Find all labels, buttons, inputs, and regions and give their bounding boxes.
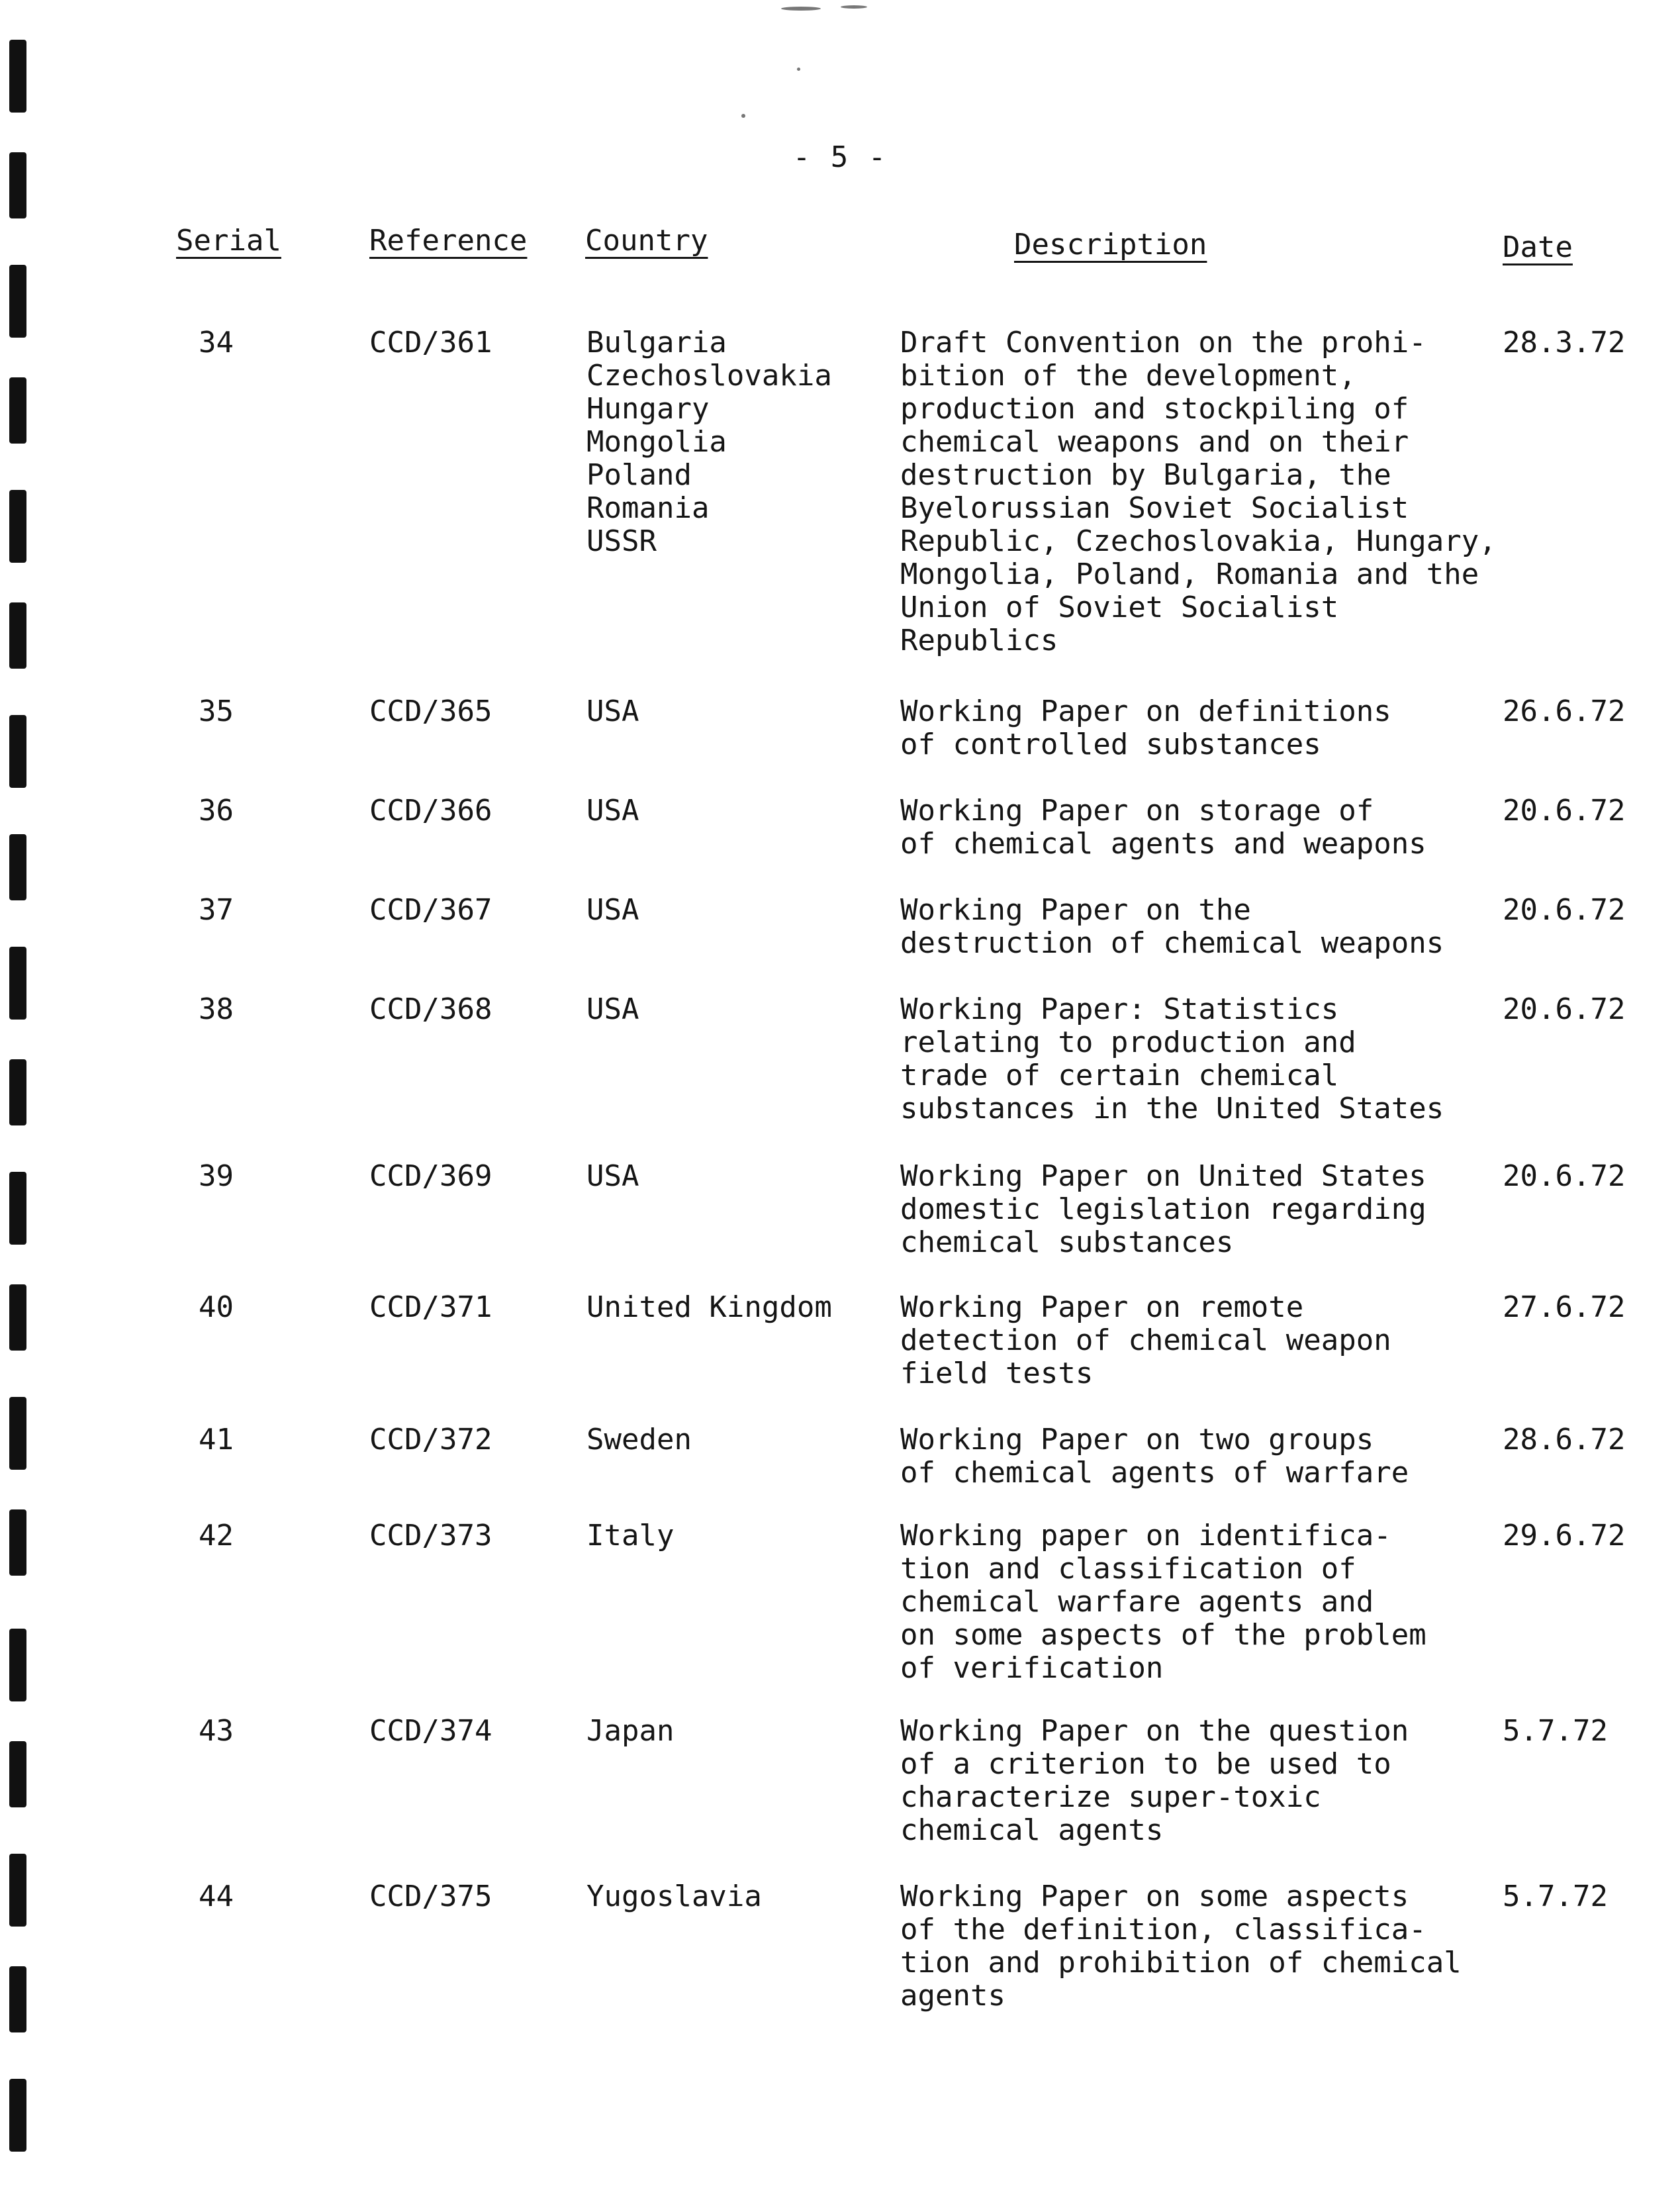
description-line: trade of certain chemical xyxy=(900,1059,1339,1092)
description-line: of the definition, classifica- xyxy=(900,1913,1426,1946)
reference-cell: CCD/366 xyxy=(369,794,492,828)
country-line: USA xyxy=(586,794,639,828)
description-cell xyxy=(900,1519,1426,1685)
description-line: destruction of chemical weapons xyxy=(900,926,1444,960)
description-line: of chemical agents of warfare xyxy=(900,1456,1409,1490)
description-line: characterize super-toxic xyxy=(900,1780,1321,1814)
binding-mark xyxy=(9,377,26,444)
reference-cell: CCD/369 xyxy=(369,1159,492,1193)
description-line: Byelorussian Soviet Socialist xyxy=(900,491,1409,525)
description-line: Working Paper: Statistics xyxy=(900,992,1339,1026)
binding-mark xyxy=(9,1397,26,1470)
scan-speck xyxy=(741,114,745,118)
binding-mark xyxy=(9,947,26,1020)
country-cell xyxy=(586,1160,639,1193)
description-line: substances in the United States xyxy=(900,1092,1444,1125)
description-line: agents xyxy=(900,1979,1005,2013)
description-line: of a criterion to be used to xyxy=(900,1747,1391,1781)
serial-cell: 38 xyxy=(199,992,234,1026)
country-line: Bulgaria xyxy=(586,326,727,359)
country-cell xyxy=(586,993,639,1026)
reference-cell: CCD/365 xyxy=(369,694,492,728)
description-line: production and stockpiling of xyxy=(900,392,1409,426)
country-cell xyxy=(586,326,832,558)
description-line: Working paper on identifica- xyxy=(900,1519,1391,1552)
date-cell: 20.6.72 xyxy=(1503,992,1626,1026)
serial-cell: 34 xyxy=(199,326,234,359)
scan-speck xyxy=(797,68,800,71)
country-line: Italy xyxy=(586,1519,675,1552)
description-line: Draft Convention on the prohi- xyxy=(900,326,1426,359)
date-cell: 26.6.72 xyxy=(1503,694,1626,728)
binding-mark xyxy=(9,602,26,669)
country-line: Mongolia xyxy=(586,425,727,459)
description-cell xyxy=(900,1423,1409,1490)
country-line: USA xyxy=(586,992,639,1026)
binding-mark xyxy=(9,834,26,900)
description-line: relating to production and xyxy=(900,1026,1356,1059)
binding-mark xyxy=(9,1284,26,1351)
header-reference: Reference xyxy=(369,224,528,258)
reference-cell: CCD/372 xyxy=(369,1423,492,1456)
binding-mark xyxy=(9,1509,26,1576)
description-line: bition of the development, xyxy=(900,359,1356,393)
country-line: Hungary xyxy=(586,392,710,426)
binding-mark xyxy=(9,1059,26,1125)
description-line: Working Paper on some aspects xyxy=(900,1880,1409,1913)
date-cell: 28.6.72 xyxy=(1503,1423,1626,1456)
country-cell xyxy=(586,1880,762,1913)
country-cell xyxy=(586,794,639,828)
description-line: tion and prohibition of chemical xyxy=(900,1946,1462,1980)
description-line: Working Paper on the xyxy=(900,893,1251,927)
binding-mark xyxy=(9,1854,26,1927)
country-cell xyxy=(586,894,639,927)
description-line: of verification xyxy=(900,1651,1164,1685)
description-line: Working Paper on definitions xyxy=(900,694,1391,728)
country-cell xyxy=(586,1291,832,1324)
description-cell xyxy=(900,1160,1426,1259)
date-cell: 5.7.72 xyxy=(1503,1880,1608,1913)
reference-cell: CCD/374 xyxy=(369,1714,492,1748)
description-line: of chemical agents and weapons xyxy=(900,827,1426,861)
date-cell: 20.6.72 xyxy=(1503,893,1626,927)
description-cell xyxy=(900,1291,1391,1390)
serial-cell: 37 xyxy=(199,893,234,927)
reference-cell: CCD/375 xyxy=(369,1880,492,1913)
description-line: tion and classification of xyxy=(900,1552,1356,1586)
description-cell xyxy=(900,993,1444,1125)
reference-cell: CCD/361 xyxy=(369,326,492,359)
description-line: of controlled substances xyxy=(900,728,1321,761)
description-line: Working Paper on two groups xyxy=(900,1423,1374,1456)
country-line: Czechoslovakia xyxy=(586,359,832,393)
country-cell xyxy=(586,695,639,728)
country-line: USSR xyxy=(586,524,657,558)
description-line: Working Paper on the question xyxy=(900,1714,1409,1748)
country-line: Poland xyxy=(586,458,692,492)
binding-mark xyxy=(9,715,26,788)
description-line: Union of Soviet Socialist xyxy=(900,591,1339,624)
reference-cell: CCD/367 xyxy=(369,893,492,927)
description-cell xyxy=(900,894,1444,960)
reference-cell: CCD/373 xyxy=(369,1519,492,1552)
country-cell xyxy=(586,1423,692,1456)
description-line: destruction by Bulgaria, the xyxy=(900,458,1391,492)
description-line: Working Paper on storage of xyxy=(900,794,1374,828)
description-line: Working Paper on remote xyxy=(900,1290,1304,1324)
header-serial: Serial xyxy=(176,224,281,258)
date-cell: 20.6.72 xyxy=(1503,794,1626,828)
description-line: on some aspects of the problem xyxy=(900,1618,1426,1652)
header-country: Country xyxy=(585,224,708,258)
binding-mark xyxy=(9,1172,26,1245)
country-cell xyxy=(586,1519,674,1552)
serial-cell: 36 xyxy=(199,794,234,828)
binding-mark xyxy=(9,1741,26,1807)
description-line: chemical substances xyxy=(900,1225,1234,1259)
country-line: United Kingdom xyxy=(586,1290,832,1324)
binding-mark xyxy=(9,40,26,113)
date-cell: 20.6.72 xyxy=(1503,1159,1626,1193)
description-line: chemical warfare agents and xyxy=(900,1585,1374,1619)
date-cell: 29.6.72 xyxy=(1503,1519,1626,1552)
serial-cell: 41 xyxy=(199,1423,234,1456)
date-cell: 5.7.72 xyxy=(1503,1714,1608,1748)
reference-cell: CCD/368 xyxy=(369,992,492,1026)
scan-speck xyxy=(841,5,867,9)
serial-cell: 42 xyxy=(199,1519,234,1552)
description-line: chemical agents xyxy=(900,1813,1164,1847)
description-cell xyxy=(900,1715,1409,1847)
description-line: Working Paper on United States xyxy=(900,1159,1426,1193)
serial-cell: 39 xyxy=(199,1159,234,1193)
country-line: Japan xyxy=(586,1714,675,1748)
binding-mark xyxy=(9,490,26,563)
page-number: - 5 - xyxy=(792,140,888,174)
country-cell xyxy=(586,1715,674,1748)
description-line: chemical weapons and on their xyxy=(900,425,1409,459)
header-date: Date xyxy=(1503,230,1573,264)
date-cell: 28.3.72 xyxy=(1503,326,1626,359)
header-description: Description xyxy=(1014,228,1207,262)
country-line: USA xyxy=(586,1159,639,1193)
binding-mark xyxy=(9,2079,26,2152)
country-line: Yugoslavia xyxy=(586,1880,762,1913)
serial-cell: 44 xyxy=(199,1880,234,1913)
description-line: Republic, Czechoslovakia, Hungary, xyxy=(900,524,1497,558)
serial-cell: 40 xyxy=(199,1290,234,1324)
serial-cell: 35 xyxy=(199,694,234,728)
description-line: Mongolia, Poland, Romania and the xyxy=(900,557,1479,591)
scan-speck xyxy=(781,7,821,11)
description-line: Republics xyxy=(900,624,1058,657)
binding-mark xyxy=(9,1629,26,1701)
description-cell xyxy=(900,794,1426,861)
description-line: field tests xyxy=(900,1357,1094,1390)
description-cell xyxy=(900,695,1391,761)
reference-cell: CCD/371 xyxy=(369,1290,492,1324)
date-cell: 27.6.72 xyxy=(1503,1290,1626,1324)
serial-cell: 43 xyxy=(199,1714,234,1748)
country-line: Sweden xyxy=(586,1423,692,1456)
country-line: Romania xyxy=(586,491,710,525)
binding-mark xyxy=(9,1966,26,2032)
country-line: USA xyxy=(586,893,639,927)
description-cell xyxy=(900,326,1497,657)
description-line: domestic legislation regarding xyxy=(900,1192,1426,1226)
binding-mark xyxy=(9,265,26,338)
description-line: detection of chemical weapon xyxy=(900,1323,1391,1357)
description-cell xyxy=(900,1880,1462,2013)
country-line: USA xyxy=(586,694,639,728)
